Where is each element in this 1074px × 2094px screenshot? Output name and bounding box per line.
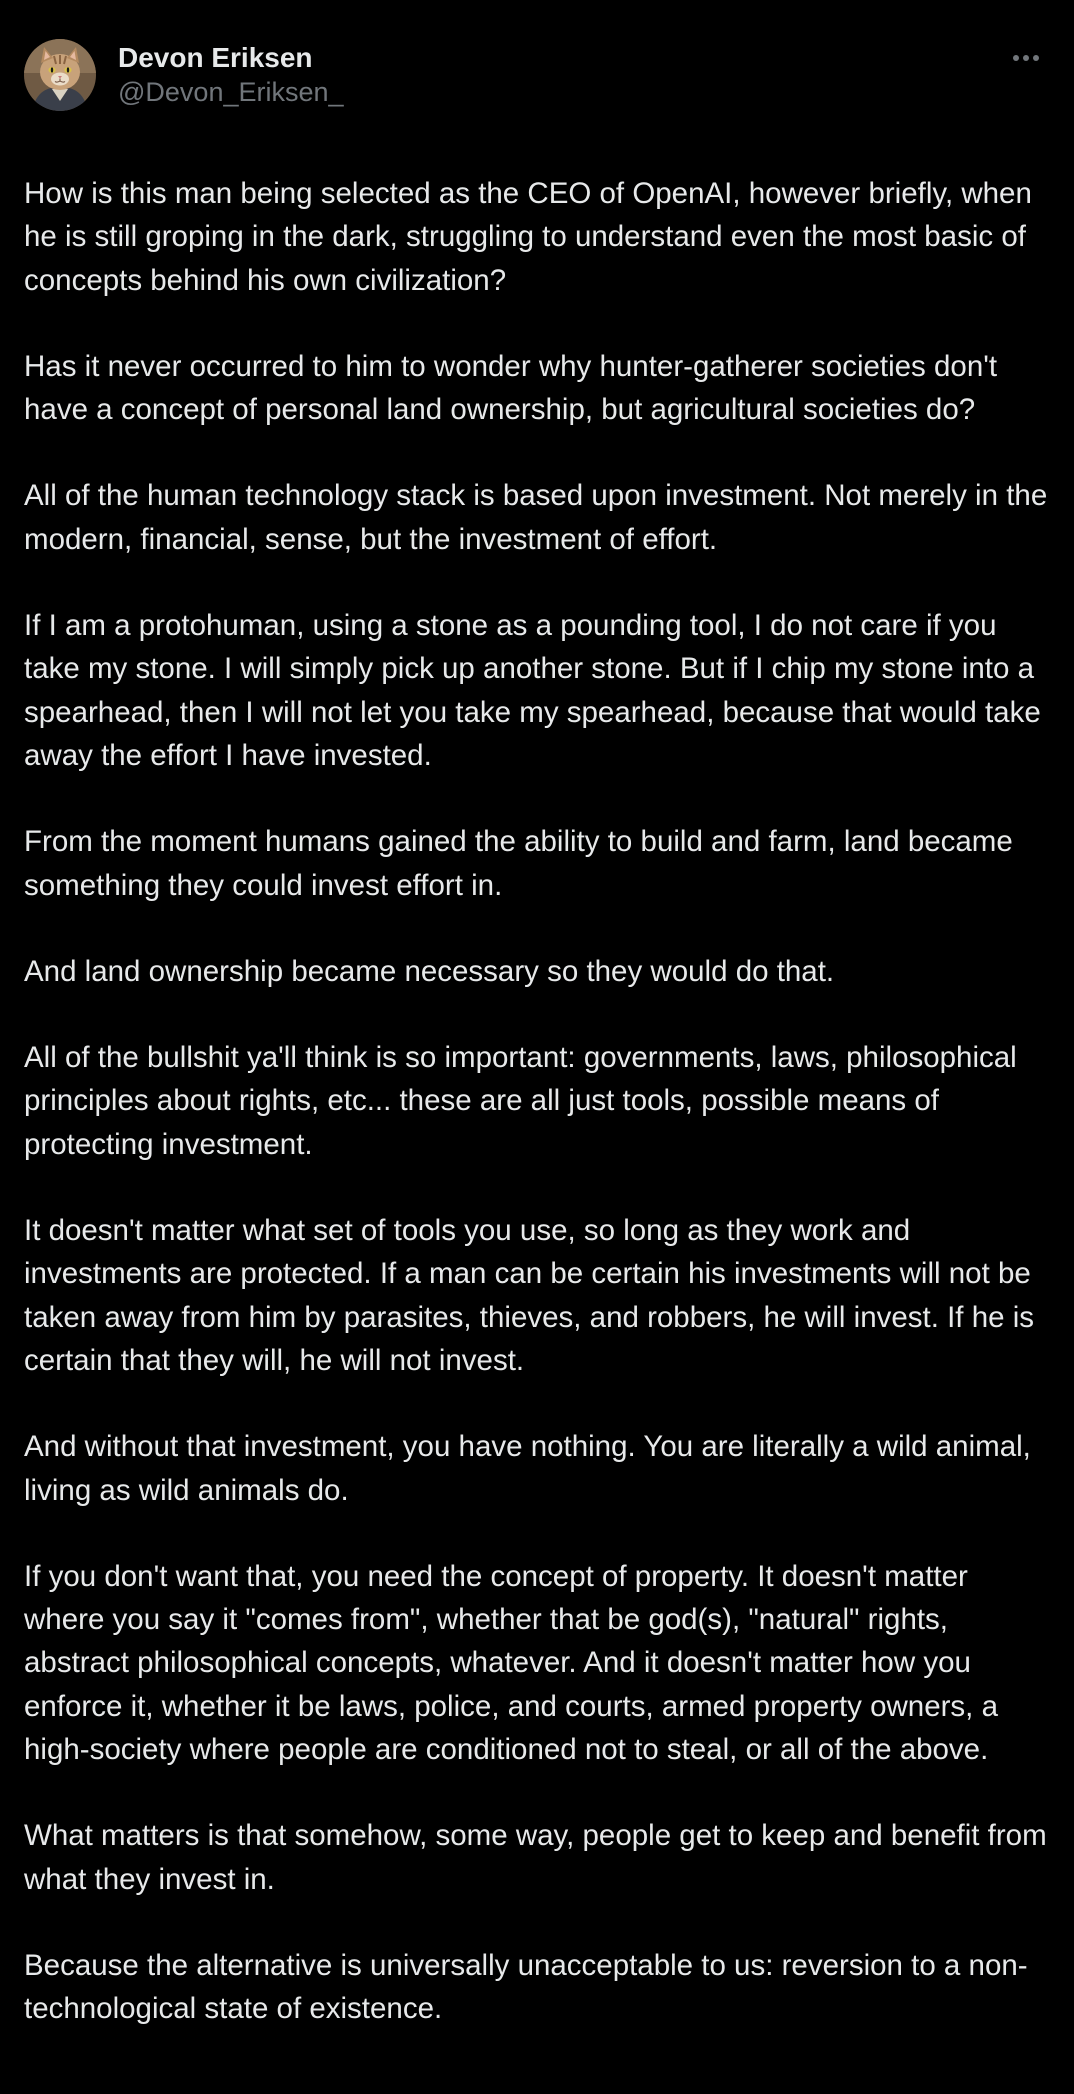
tweet-paragraph: Because the alternative is universally unacceptable to us: reversion to a non-technological state of existence. bbox=[24, 1948, 1028, 2026]
tweet-paragraph: It doesn't matter what set of tools you use, so long as they work and investments are protected. If a man can be certain his investments will not be taken away from him by parasites, thieves, and robbers, he will invest. If he is certain that they will, he will not invest. bbox=[24, 1214, 1035, 1377]
tweet-paragraph: All of the bullshit ya'll think is so important: governments, laws, philosophical principles about rights, etc... these are all just tools, possible means of protecting investment. bbox=[24, 1041, 1017, 1161]
tweet-paragraph: From the moment humans gained the ability to build and farm, land became something they could invest effort in. bbox=[24, 825, 1013, 902]
tweet-paragraph: And land ownership became necessary so they would do that. bbox=[24, 954, 835, 988]
tweet-paragraph: How is this man being selected as the CEO of OpenAI, however briefly, when he is still groping in the dark, struggling to understand even the most basic of concepts behind his own civilization? bbox=[24, 177, 1032, 297]
author-names bbox=[118, 41, 344, 109]
tweet-paragraph: What matters is that somehow, some way, people get to keep and benefit from what they invest in. bbox=[24, 1819, 1047, 1896]
tweet-paragraph: Has it never occurred to him to wonder why hunter-gatherer societies don't have a concept of personal land ownership, but agricultural societies do? bbox=[24, 349, 998, 427]
tweet-paragraph: All of the human technology stack is based upon investment. Not merely in the modern, financial, sense, but the investment of effort. bbox=[24, 479, 1048, 556]
display-name[interactable]: Devon Eriksen bbox=[118, 42, 313, 73]
tweet-header bbox=[24, 38, 1050, 112]
tweet-paragraph: And without that investment, you have nothing. You are literally a wild animal, living as wild animals do. bbox=[24, 1430, 1031, 1507]
tweet-paragraph: If you don't want that, you need the concept of property. It doesn't matter where you say it "comes from", whether that be god(s), "natural" rights, abstract philosophical concepts, whatever. And it doesn't matter how you enforce it, whether it be laws, police, and courts, armed property owners, a high-society where people are conditioned not to steal, or all of the above. bbox=[24, 1559, 998, 1767]
tweet-paragraph: If I am a protohuman, using a stone as a pounding tool, I do not care if you take my stone. I will simply pick up another stone. But if I chip my stone into a spearhead, then I will not let you take my spearhead, because that would take away the effort I have invested. bbox=[24, 609, 1041, 772]
tweet-body bbox=[24, 172, 1050, 2031]
avatar[interactable] bbox=[24, 39, 96, 111]
cat-avatar-icon bbox=[24, 39, 96, 111]
more-horizontal-icon bbox=[1012, 54, 1040, 62]
user-handle[interactable]: @Devon_Eriksen_ bbox=[118, 77, 344, 107]
more-options-button[interactable] bbox=[1006, 44, 1046, 72]
